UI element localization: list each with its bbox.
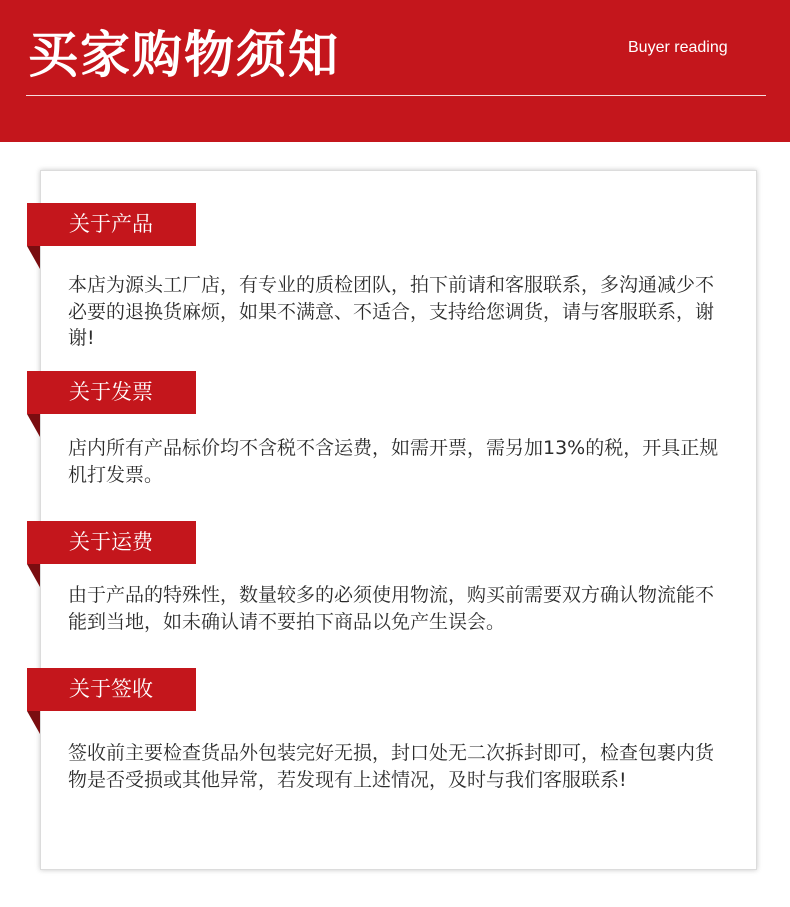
section-tag-invoice: 关于发票 <box>27 371 196 414</box>
tag-fold-product <box>27 246 40 269</box>
section-text-receipt: 签收前主要检查货品外包装完好无损，封口处无二次拆封即可，检查包裹内货物是否受损或其他异常，若发现有上述情况，及时与我们客服联系! <box>68 742 715 791</box>
section-text-product: 本店为源头工厂店，有专业的质检团队，拍下前请和客服联系，多沟通减少不必要的退换货麻烦，如果不满意、不适合，支持给您调货，请与客服联系，谢谢! <box>68 274 715 349</box>
tag-fold-shipping <box>27 564 40 587</box>
section-tag-receipt: 关于签收 <box>27 668 196 711</box>
page-subtitle: Buyer reading <box>628 39 728 56</box>
section-text-shipping: 由于产品的特殊性，数量较多的必须使用物流，购买前需要双方确认物流能不能到当地，如未确认请不要拍下商品以免产生误会。 <box>68 584 715 633</box>
page-title: 买家购物须知 <box>28 26 340 84</box>
section-text-invoice: 店内所有产品标价均不含税不含运费，如需开票，需另加13%的税，开具正规机打发票。 <box>68 437 719 486</box>
section-tag-shipping: 关于运费 <box>27 521 196 564</box>
tag-fold-receipt <box>27 711 40 734</box>
header-divider <box>26 95 766 96</box>
section-tag-product: 关于产品 <box>27 203 196 246</box>
header-banner <box>0 0 790 142</box>
tag-fold-invoice <box>27 414 40 437</box>
